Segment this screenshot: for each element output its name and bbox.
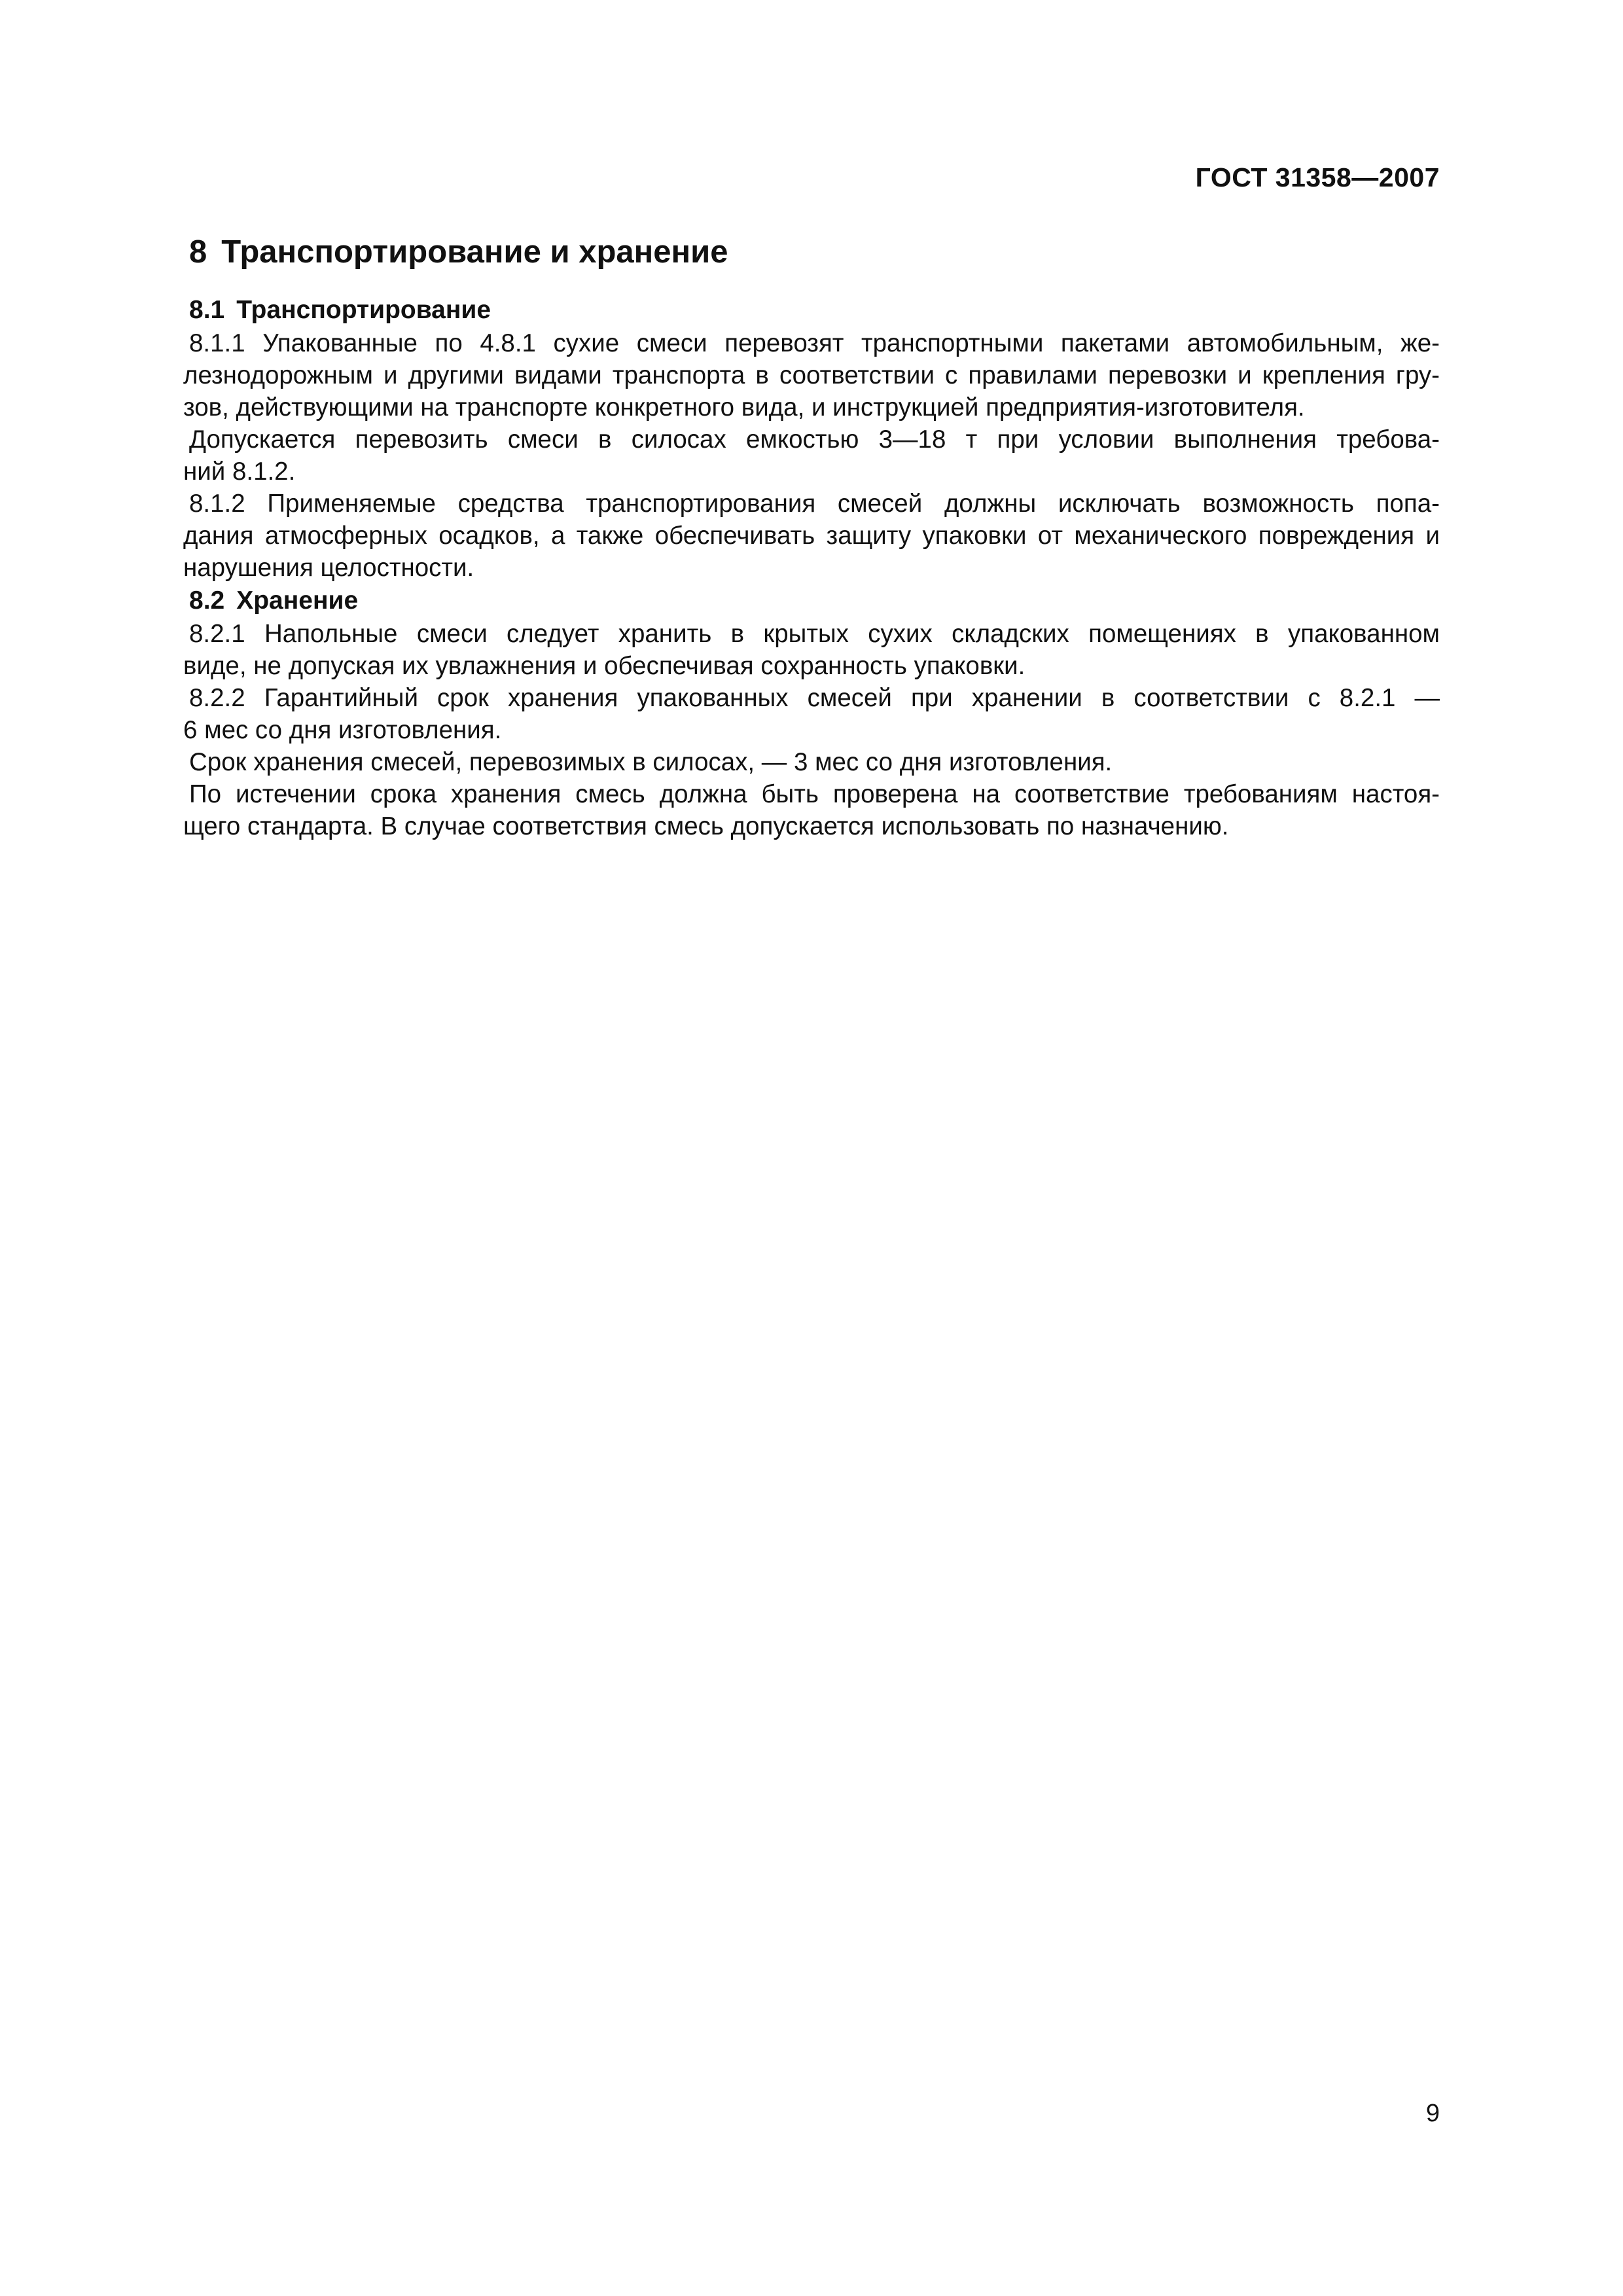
subsection-title-text: Транспортирование bbox=[236, 296, 491, 324]
subsection-heading-8-1 bbox=[189, 293, 1440, 327]
page-number: 9 bbox=[1425, 2100, 1440, 2127]
paragraph-8-2-2 bbox=[183, 682, 1440, 746]
subsection-title-text: Хранение bbox=[236, 586, 359, 615]
paragraph-line: 8.1.2 Применяемые средства транспортирования смесей должны исключать возможность попа- bbox=[189, 490, 1440, 518]
paragraph-8-2-1 bbox=[183, 618, 1440, 682]
subsection-number: 8.1 bbox=[189, 296, 225, 324]
subsection-heading-8-2 bbox=[189, 584, 1440, 618]
paragraph-line: 8.2.1 Напольные смеси следует хранить в крытых сухих складских помещениях в упакованном bbox=[189, 620, 1440, 648]
paragraph-expiry-check bbox=[183, 778, 1440, 842]
paragraph-8-1-2 bbox=[183, 488, 1440, 584]
paragraph-line: По истечении срока хранения смесь должна быть проверена на соответствие требованиям настоя- bbox=[189, 780, 1440, 808]
paragraph-line: щего стандарта. В случае соответствия смесь допускается использовать по назначению. bbox=[183, 812, 1229, 840]
paragraph-line: виде, не допуская их увлажнения и обеспечивая сохранность упаковки. bbox=[183, 652, 1026, 680]
paragraph-line: зов, действующими на транспорте конкретного вида, и инструкцией предприятия-изготовителя. bbox=[183, 393, 1305, 422]
paragraph-line: Срок хранения смесей, перевозимых в силосах, — 3 мес со дня изготовления. bbox=[189, 748, 1113, 776]
paragraph-line: лезнодорожным и другими видами транспорта в соответствии с правилами перевозки и крепления гру- bbox=[183, 361, 1440, 389]
paragraph-silo-transport bbox=[183, 423, 1440, 488]
paragraph-line: 6 мес со дня изготовления. bbox=[183, 716, 502, 744]
document-code: ГОСТ 31358—2007 bbox=[1195, 162, 1440, 192]
section-heading bbox=[189, 229, 1440, 275]
paragraph-line: 8.2.2 Гарантийный срок хранения упакованных смесей при хранении в соответствии с 8.2.1 — bbox=[189, 684, 1440, 712]
paragraph-line: Допускается перевозить смеси в силосах емкостью 3—18 т при условии выполнения требова- bbox=[189, 425, 1440, 454]
section-title-text: Транспортирование и хранение bbox=[221, 234, 728, 270]
paragraph-silo-storage bbox=[183, 746, 1440, 778]
paragraph-line: нарушения целостности. bbox=[183, 554, 474, 582]
paragraph-8-1-1 bbox=[183, 327, 1440, 423]
paragraph-line: 8.1.1 Упакованные по 4.8.1 сухие смеси перевозят транспортными пакетами автомобильным, же- bbox=[189, 329, 1440, 357]
page-content bbox=[183, 229, 1440, 842]
paragraph-line: дания атмосферных осадков, а также обеспечивать защиту упаковки от механического повреждения и bbox=[183, 522, 1440, 550]
paragraph-line: ний 8.1.2. bbox=[183, 457, 296, 486]
subsection-number: 8.2 bbox=[189, 586, 225, 615]
section-number: 8 bbox=[189, 234, 207, 270]
